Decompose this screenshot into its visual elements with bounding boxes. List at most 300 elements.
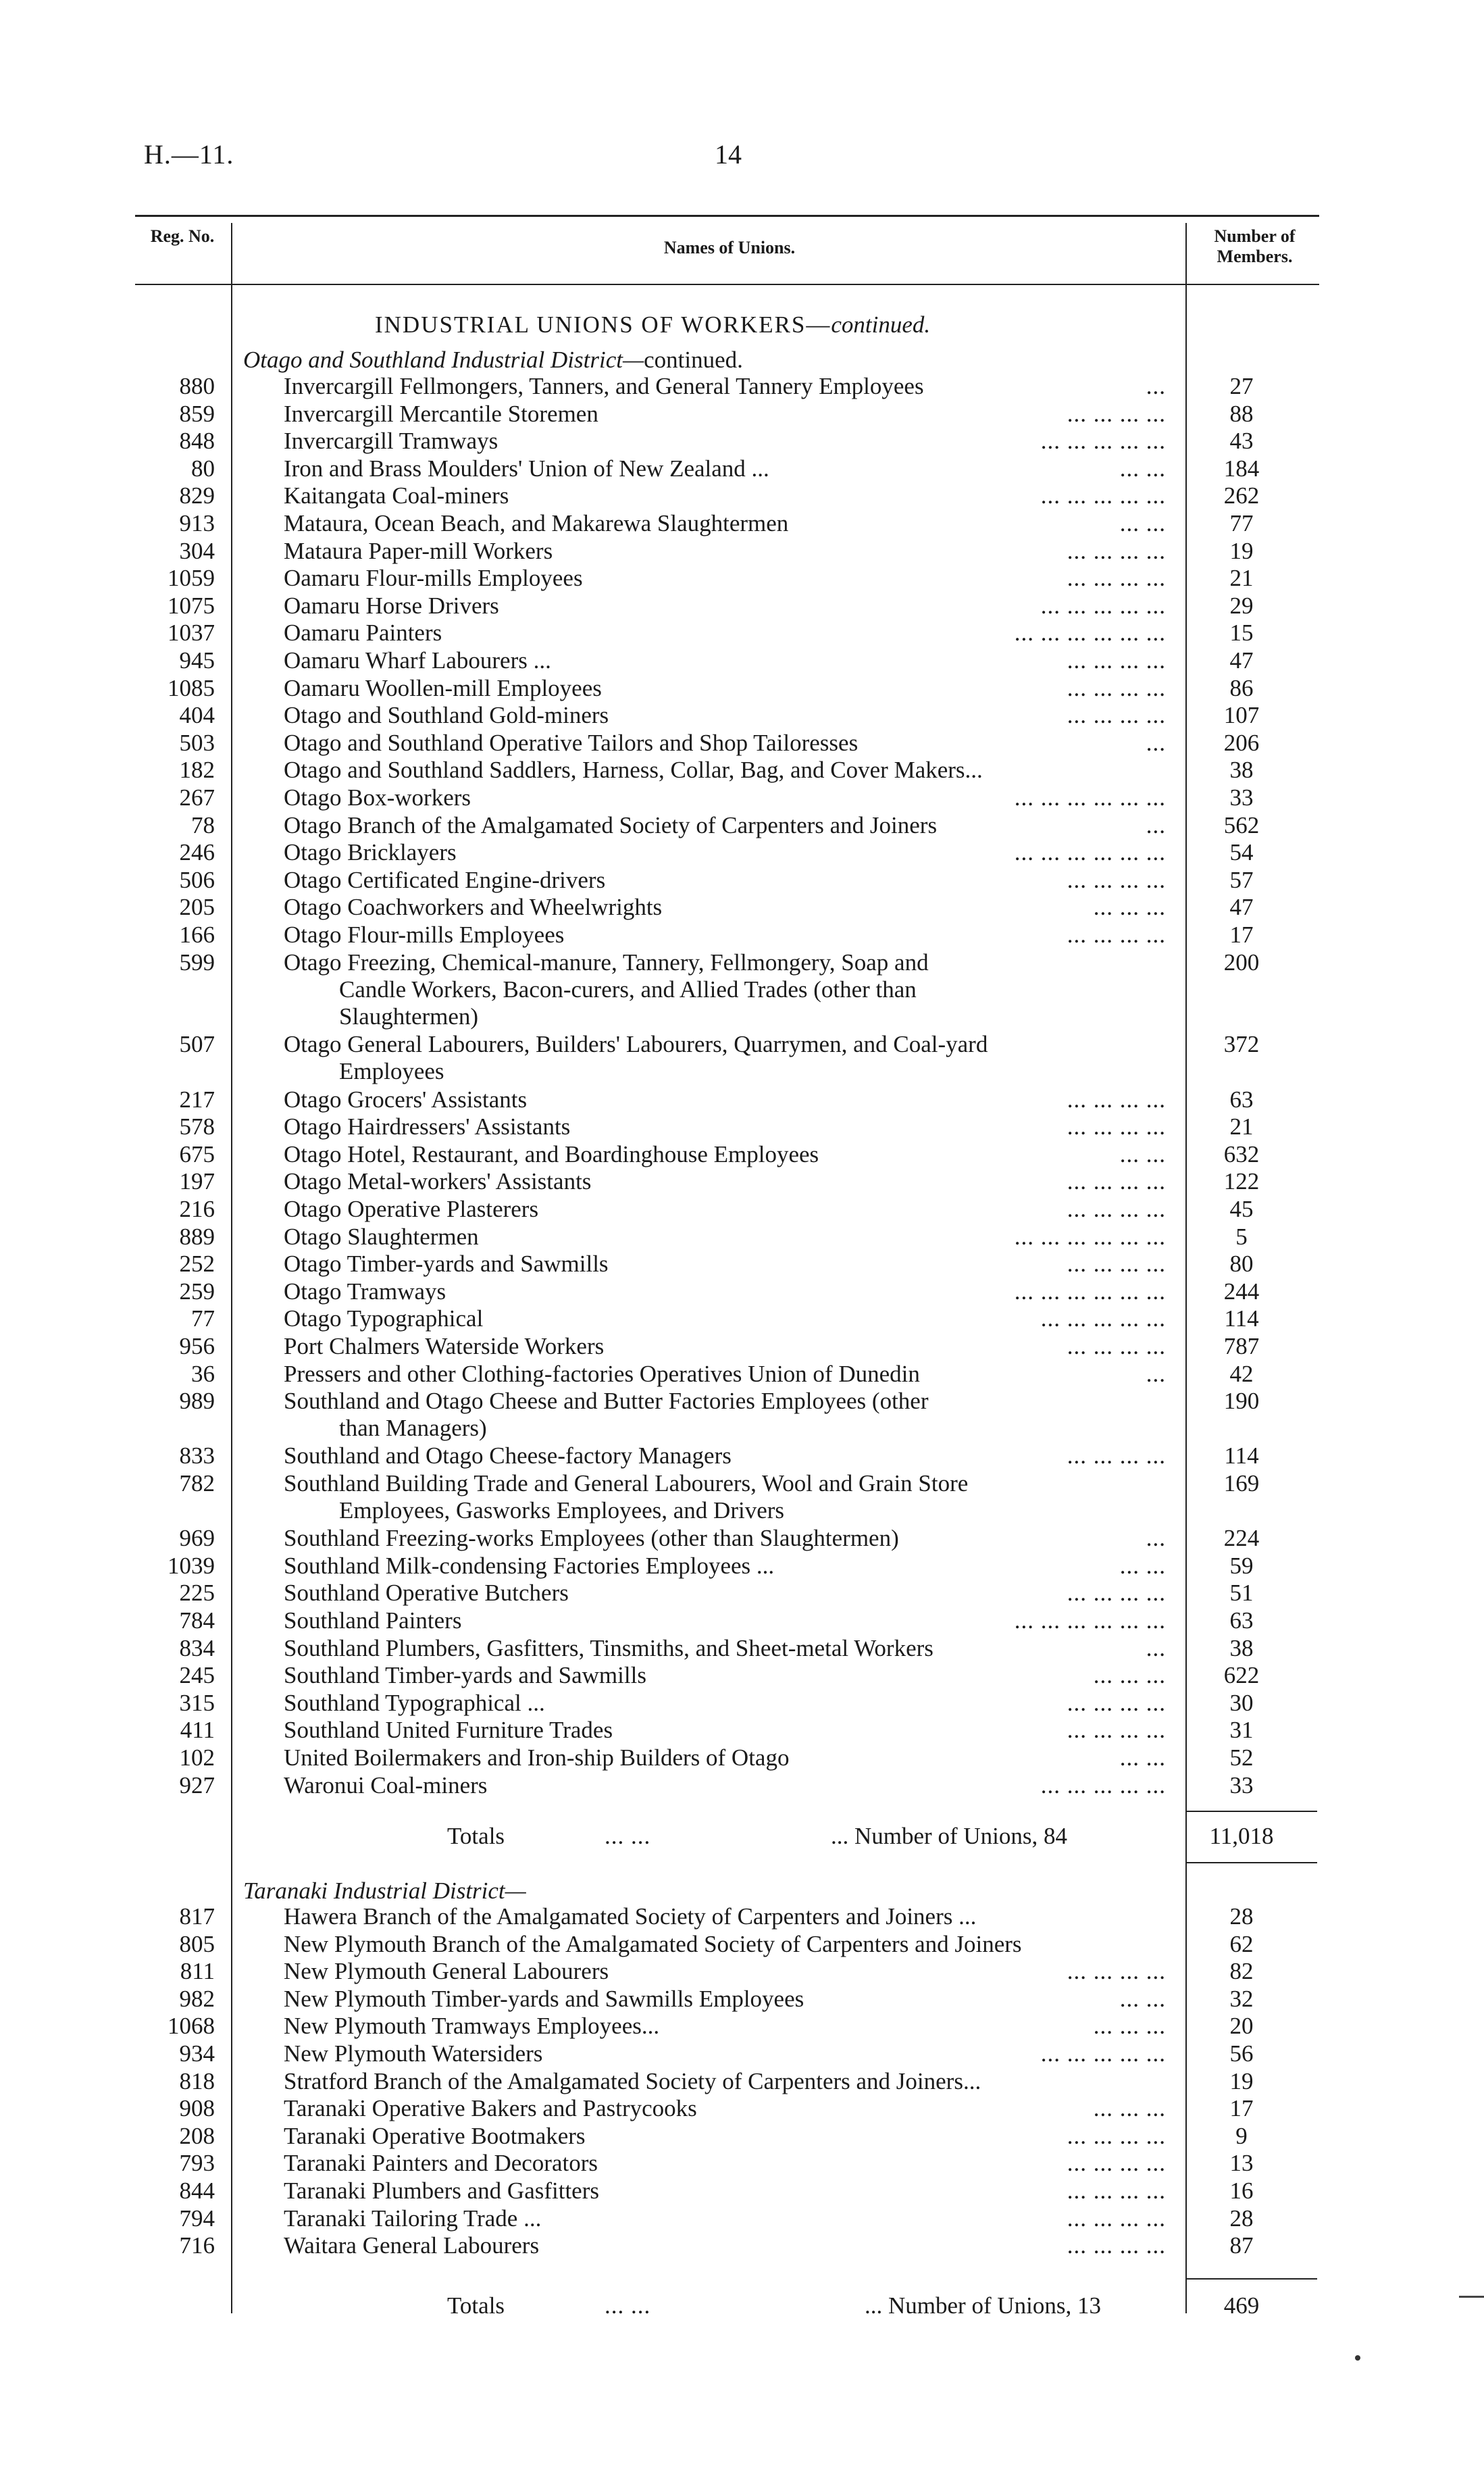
member-count: 28 <box>1229 2205 1254 2232</box>
union-name <box>284 2040 1174 2067</box>
leader-dots: ... ... <box>1119 1552 1166 1579</box>
union-name <box>284 1086 1174 1113</box>
reg-number: 507 <box>179 1031 215 1058</box>
union-name-text: Taranaki Operative Bakers and Pastrycooks <box>284 2095 697 2122</box>
union-name <box>284 1470 1174 1524</box>
union-name-text: Oamaru Painters <box>284 620 442 647</box>
reg-number: 945 <box>179 647 215 674</box>
leader-dots: ... ... ... ... ... <box>1040 1305 1166 1332</box>
union-name-text: Otago and Southland Saddlers, Harness, Collar, Bag, and Cover Makers... <box>284 757 983 784</box>
reg-number: 927 <box>179 1771 215 1798</box>
otago-totals-unions: ... Number of Unions, 84 <box>831 1823 1067 1849</box>
member-count: 33 <box>1229 1771 1254 1798</box>
union-name-text: Mataura Paper-mill Workers <box>284 537 553 564</box>
member-count: 47 <box>1229 894 1254 921</box>
member-count: 114 <box>1224 1305 1259 1332</box>
union-name <box>284 620 1174 647</box>
leader-dots: ... ... <box>1119 510 1166 536</box>
union-name-text: Otago Operative Plasterers <box>284 1196 539 1222</box>
leader-dots: ... ... ... ... <box>1067 674 1166 701</box>
leader-dots: ... ... ... ... <box>1067 1958 1166 1985</box>
union-name <box>284 1168 1174 1195</box>
union-name-text: Taranaki Operative Bootmakers <box>284 2122 586 2149</box>
union-name <box>284 867 1174 894</box>
leader-dots: ... ... <box>1119 1985 1166 2012</box>
leader-dots: ... ... ... ... <box>1067 1168 1166 1195</box>
leader-dots: ... ... ... <box>1093 2013 1166 2040</box>
union-name <box>284 2013 1174 2040</box>
section-heading-main: INDUSTRIAL UNIONS OF WORKERS— <box>375 311 831 338</box>
leader-dots: ... ... ... ... <box>1067 2205 1166 2232</box>
union-name-text: Otago Box-workers <box>284 784 471 811</box>
union-name <box>284 2123 1174 2150</box>
otago-district-continued: continued. <box>644 347 743 373</box>
reg-number: 989 <box>179 1388 215 1415</box>
otago-totals-rule-top <box>1185 1811 1317 1812</box>
leader-dots: ... <box>1146 729 1166 756</box>
union-name-text: New Plymouth General Labourers <box>284 1958 609 1985</box>
union-name <box>284 538 1174 565</box>
reg-number: 818 <box>179 2067 215 2094</box>
union-name <box>284 510 1174 537</box>
reg-number: 784 <box>179 1607 215 1634</box>
reg-number: 599 <box>179 949 215 976</box>
union-name-text: Otago Branch of the Amalgamated Society of Carpenters and Joiners <box>284 811 938 838</box>
reg-number: 245 <box>179 1662 215 1689</box>
member-count: 184 <box>1223 455 1260 482</box>
union-name-text: Pressers and other Clothing-factories Operatives Union of Dunedin <box>284 1360 920 1387</box>
union-name <box>284 949 1174 1030</box>
member-count: 59 <box>1229 1552 1254 1579</box>
union-name-text: Oamaru Flour-mills Employees <box>284 565 583 592</box>
union-name-text: Southland Painters <box>284 1607 462 1634</box>
member-count: 63 <box>1229 1086 1254 1113</box>
leader-dots: ... ... ... ... ... ... <box>1014 839 1166 866</box>
member-count: 52 <box>1229 1744 1254 1771</box>
taranaki-totals-rule-top <box>1185 2278 1317 2280</box>
reg-number: 411 <box>180 1717 215 1744</box>
union-name <box>284 1607 1174 1634</box>
member-count: 17 <box>1229 922 1254 948</box>
union-name <box>284 373 1174 400</box>
union-name-text: Invercargill Tramways <box>284 428 498 455</box>
leader-dots: ... ... ... ... <box>1067 1196 1166 1222</box>
union-name <box>284 2232 1174 2259</box>
member-count: 43 <box>1229 428 1254 455</box>
union-name <box>284 839 1174 866</box>
union-name <box>284 1305 1174 1332</box>
member-count: 169 <box>1223 1470 1260 1496</box>
member-count: 622 <box>1223 1662 1260 1689</box>
union-name-text: Waitara General Labourers <box>284 2232 540 2259</box>
union-name-text: Invercargill Fellmongers, Tanners, and General Tannery Employees <box>284 373 924 399</box>
reg-number: 817 <box>179 1903 215 1930</box>
leader-dots: ... ... ... ... ... <box>1040 2040 1166 2067</box>
reg-number: 880 <box>179 373 215 399</box>
reg-number: 225 <box>179 1580 215 1607</box>
member-count: 87 <box>1229 2232 1254 2259</box>
union-name-text: Southland Typographical ... <box>284 1689 545 1716</box>
taranaki-totals-unions: ... Number of Unions, 13 <box>865 2292 1101 2319</box>
reg-number: 252 <box>179 1251 215 1278</box>
union-name <box>284 1361 1174 1388</box>
otago-district-heading <box>243 347 743 374</box>
union-name <box>284 1388 1174 1442</box>
union-name-text: Port Chalmers Waterside Workers <box>284 1333 605 1359</box>
column-divider-right <box>1185 223 1187 2313</box>
leader-dots: ... ... ... ... ... <box>1040 428 1166 455</box>
union-name-text: Taranaki Painters and Decorators <box>284 2150 598 2177</box>
union-name-text: Mataura, Ocean Beach, and Makarewa Slaughtermen <box>284 510 789 536</box>
member-count: 200 <box>1223 949 1260 976</box>
union-name-text: Otago General Labourers, Builders' Labourers, Quarrymen, and Coal-yard <box>284 1031 988 1058</box>
union-name <box>284 401 1174 428</box>
member-count: 21 <box>1229 565 1254 592</box>
member-count: 27 <box>1229 373 1254 399</box>
leader-dots: ... ... ... ... ... <box>1040 482 1166 509</box>
union-name-text: Southland and Otago Cheese and Butter Factories Employees (other <box>284 1388 929 1415</box>
union-name <box>284 1224 1174 1251</box>
member-count: 38 <box>1229 1634 1254 1661</box>
leader-dots: ... ... ... ... ... ... <box>1014 784 1166 811</box>
reg-number: 166 <box>179 922 215 948</box>
reg-number: 578 <box>179 1113 215 1140</box>
member-count: 88 <box>1229 400 1254 427</box>
member-count: 19 <box>1229 537 1254 564</box>
union-name <box>284 730 1174 757</box>
union-name <box>284 1031 1174 1085</box>
union-name <box>284 1986 1174 2013</box>
union-name-text: Otago Typographical <box>284 1305 484 1332</box>
taranaki-totals-members: 469 <box>1223 2292 1260 2319</box>
union-name <box>284 647 1174 674</box>
reg-number: 956 <box>179 1333 215 1359</box>
member-count: 54 <box>1229 839 1254 866</box>
union-name <box>284 1278 1174 1305</box>
union-name <box>284 1251 1174 1278</box>
union-name <box>284 2150 1174 2177</box>
reg-number: 1068 <box>168 2013 215 2040</box>
union-name-text: Southland Operative Butchers <box>284 1580 569 1607</box>
union-name <box>284 482 1174 509</box>
leader-dots: ... ... <box>1119 455 1166 482</box>
member-count: 42 <box>1229 1360 1254 1387</box>
leader-dots: ... ... ... ... <box>1067 1580 1166 1607</box>
reg-number: 844 <box>179 2178 215 2204</box>
leader-dots: ... ... ... <box>1093 894 1166 921</box>
union-name <box>284 1690 1174 1717</box>
reg-number: 811 <box>180 1958 215 1985</box>
members-column-header: Number of Members. <box>1214 226 1296 266</box>
reg-number: 675 <box>179 1140 215 1167</box>
leader-dots: ... ... ... ... <box>1067 1333 1166 1359</box>
reg-number: 829 <box>179 482 215 509</box>
union-name-text: Otago Hairdressers' Assistants <box>284 1113 571 1140</box>
union-name-text: Invercargill Mercantile Storemen <box>284 400 598 427</box>
union-name <box>284 922 1174 949</box>
member-count: 57 <box>1229 866 1254 893</box>
union-name-text: Southland United Furniture Trades <box>284 1717 613 1744</box>
header-bottom-rule <box>135 284 1319 285</box>
leader-dots: ... ... ... ... <box>1067 922 1166 948</box>
member-count: 31 <box>1229 1717 1254 1744</box>
leader-dots: ... <box>1146 1525 1166 1552</box>
member-count: 262 <box>1223 482 1260 509</box>
member-count: 20 <box>1229 2013 1254 2040</box>
union-name-text: Otago Tramways <box>284 1278 446 1305</box>
section-heading-continued: continued. <box>831 311 931 338</box>
union-name-text: Otago Timber-yards and Sawmills <box>284 1251 609 1278</box>
member-count: 28 <box>1229 1903 1254 1930</box>
reg-number: 833 <box>179 1442 215 1469</box>
union-name <box>284 1141 1174 1168</box>
union-name <box>284 1580 1174 1607</box>
union-name-text: New Plymouth Branch of the Amalgamated Society of Carpenters and Joiners <box>284 1930 1022 1957</box>
member-count: 9 <box>1235 2122 1248 2149</box>
margin-mark <box>1459 2296 1484 2298</box>
reg-number: 80 <box>191 455 215 482</box>
taranaki-district-heading: Taranaki Industrial District— <box>243 1878 526 1904</box>
reg-number: 102 <box>179 1744 215 1771</box>
reg-number: 304 <box>179 537 215 564</box>
leader-dots: ... <box>1146 373 1166 399</box>
leader-dots: ... ... ... ... <box>1067 1689 1166 1716</box>
member-count: 32 <box>1229 1985 1254 2012</box>
reg-number: 889 <box>179 1223 215 1250</box>
member-count: 122 <box>1223 1168 1260 1195</box>
reg-number: 1075 <box>168 592 215 619</box>
member-count: 372 <box>1223 1031 1260 1058</box>
union-name-text: United Boilermakers and Iron-ship Builders of Otago <box>284 1744 790 1771</box>
leader-dots: ... ... ... ... <box>1067 537 1166 564</box>
reg-number: 969 <box>179 1525 215 1552</box>
reg-number: 1039 <box>168 1552 215 1579</box>
union-name-text: Oamaru Horse Drivers <box>284 592 499 619</box>
leader-dots: ... ... ... ... <box>1067 400 1166 427</box>
union-name-text: Stratford Branch of the Amalgamated Society of Carpenters and Joiners... <box>284 2067 981 2094</box>
union-name <box>284 1903 1174 1930</box>
reg-number: 503 <box>179 729 215 756</box>
reg-number: 1085 <box>168 674 215 701</box>
union-name <box>284 894 1174 921</box>
union-name-text: Southland Timber-yards and Sawmills <box>284 1662 646 1689</box>
taranaki-totals-label: Totals <box>447 2292 505 2319</box>
leader-dots: ... ... ... ... <box>1067 2150 1166 2177</box>
union-name <box>284 2205 1174 2232</box>
union-name-continuation: Candle Workers, Bacon-curers, and Allied Trades (other than <box>339 976 917 1003</box>
union-name <box>284 455 1174 482</box>
member-count: 562 <box>1223 811 1260 838</box>
union-name <box>284 812 1174 839</box>
leader-dots: ... ... ... ... ... ... <box>1014 620 1166 647</box>
leader-dots: ... <box>1146 811 1166 838</box>
member-count: 51 <box>1229 1580 1254 1607</box>
union-name-text: Waronui Coal-miners <box>284 1771 488 1798</box>
taranaki-totals-dots: ... ... <box>605 2292 651 2319</box>
member-count: 244 <box>1223 1278 1260 1305</box>
union-name-text: Southland Milk-condensing Factories Employees ... <box>284 1552 775 1579</box>
leader-dots: ... ... ... <box>1093 1662 1166 1689</box>
member-count: 77 <box>1229 510 1254 536</box>
union-name <box>284 702 1174 729</box>
union-name <box>284 1113 1174 1140</box>
union-name <box>284 565 1174 592</box>
reg-number: 716 <box>179 2232 215 2259</box>
union-name-text: Otago Freezing, Chemical-manure, Tannery, Fellmongery, Soap and <box>284 949 929 976</box>
union-name-continuation: Slaughtermen) <box>339 1003 479 1030</box>
member-count: 86 <box>1229 674 1254 701</box>
union-name <box>284 1635 1174 1662</box>
union-name-text: Otago Grocers' Assistants <box>284 1086 528 1113</box>
union-name <box>284 1333 1174 1360</box>
reg-number: 793 <box>179 2150 215 2177</box>
leader-dots: ... ... ... ... <box>1067 1086 1166 1113</box>
union-name <box>284 1553 1174 1580</box>
union-name-text: Kaitangata Coal-miners <box>284 482 509 509</box>
union-name-text: Southland Plumbers, Gasfitters, Tinsmiths, and Sheet-metal Workers <box>284 1634 933 1661</box>
member-count: 56 <box>1229 2040 1254 2067</box>
reg-number: 182 <box>179 757 215 784</box>
top-rule <box>135 215 1319 217</box>
union-name <box>284 1525 1174 1552</box>
section-heading <box>375 311 930 338</box>
document-reference: H.—11. <box>144 139 234 170</box>
member-count: 30 <box>1229 1689 1254 1716</box>
union-name-text: Otago and Southland Operative Tailors and Shop Tailoresses <box>284 729 859 756</box>
union-name-text: Oamaru Woollen-mill Employees <box>284 674 602 701</box>
member-count: 5 <box>1235 1223 1248 1250</box>
union-name-text: Southland Building Trade and General Labourers, Wool and Grain Store <box>284 1470 969 1496</box>
reg-number: 805 <box>179 1930 215 1957</box>
union-name-text: Southland Freezing-works Employees (other than Slaughtermen) <box>284 1525 899 1552</box>
otago-totals-rule-bottom <box>1185 1862 1317 1863</box>
union-name <box>284 784 1174 811</box>
leader-dots: ... ... ... <box>1093 2095 1166 2122</box>
union-name-continuation: Employees <box>339 1058 444 1085</box>
reg-number: 217 <box>179 1086 215 1113</box>
leader-dots: ... ... ... ... <box>1067 647 1166 674</box>
union-name-text: Otago and Southland Gold-miners <box>284 702 609 729</box>
reg-number: 859 <box>179 400 215 427</box>
reg-number: 205 <box>179 894 215 921</box>
member-count: 206 <box>1223 729 1260 756</box>
member-count: 21 <box>1229 1113 1254 1140</box>
leader-dots: ... ... <box>1119 1140 1166 1167</box>
reg-number: 216 <box>179 1196 215 1222</box>
reg-number: 246 <box>179 839 215 866</box>
union-name-text: Otago Hotel, Restaurant, and Boardinghouse Employees <box>284 1140 819 1167</box>
union-name-text: Otago Metal-workers' Assistants <box>284 1168 592 1195</box>
reg-number: 1059 <box>168 565 215 592</box>
union-name <box>284 2068 1174 2095</box>
reg-number: 506 <box>179 866 215 893</box>
union-name <box>284 1662 1174 1689</box>
member-count: 15 <box>1229 620 1254 647</box>
reg-number: 794 <box>179 2205 215 2232</box>
member-count: 62 <box>1229 1930 1254 1957</box>
union-name <box>284 1196 1174 1223</box>
union-name <box>284 1717 1174 1744</box>
union-name <box>284 428 1174 455</box>
leader-dots: ... ... ... ... ... ... <box>1014 1278 1166 1305</box>
member-count: 17 <box>1229 2095 1254 2122</box>
union-name-text: Hawera Branch of the Amalgamated Society of Carpenters and Joiners ... <box>284 1903 977 1930</box>
union-name-text: Otago Coachworkers and Wheelwrights <box>284 894 663 921</box>
union-name <box>284 1931 1174 1958</box>
leader-dots: ... ... ... ... <box>1067 1251 1166 1278</box>
union-name-text: New Plymouth Tramways Employees... <box>284 2013 660 2040</box>
union-name-continuation: Employees, Gasworks Employees, and Drivers <box>339 1497 785 1524</box>
leader-dots: ... ... <box>1119 1744 1166 1771</box>
reg-number: 913 <box>179 510 215 536</box>
leader-dots: ... <box>1146 1360 1166 1387</box>
union-name-text: Otago Slaughtermen <box>284 1223 479 1250</box>
union-name-text: Otago Certificated Engine-drivers <box>284 866 606 893</box>
union-name-text: Oamaru Wharf Labourers ... <box>284 647 551 674</box>
leader-dots: ... ... ... ... <box>1067 2178 1166 2204</box>
otago-totals-members: 11,018 <box>1209 1823 1274 1849</box>
reg-number: 908 <box>179 2095 215 2122</box>
reg-number: 208 <box>179 2122 215 2149</box>
leader-dots: ... ... ... ... ... <box>1040 592 1166 619</box>
union-name-text: Otago Bricklayers <box>284 839 457 866</box>
leader-dots: ... <box>1146 1634 1166 1661</box>
member-count: 787 <box>1223 1333 1260 1359</box>
page-number: 14 <box>715 139 742 170</box>
otago-totals-label: Totals <box>447 1823 505 1849</box>
member-count: 29 <box>1229 592 1254 619</box>
leader-dots: ... ... ... ... <box>1067 702 1166 729</box>
member-count: 38 <box>1229 757 1254 784</box>
union-name <box>284 675 1174 702</box>
member-count: 16 <box>1229 2178 1254 2204</box>
reg-number: 259 <box>179 1278 215 1305</box>
reg-number: 782 <box>179 1470 215 1496</box>
union-name-text: New Plymouth Timber-yards and Sawmills Employees <box>284 1985 804 2012</box>
reg-number: 78 <box>191 811 215 838</box>
union-name-text: Taranaki Plumbers and Gasfitters <box>284 2178 599 2204</box>
member-count: 224 <box>1223 1525 1260 1552</box>
member-count: 45 <box>1229 1196 1254 1222</box>
member-count: 190 <box>1223 1388 1260 1415</box>
member-count: 114 <box>1224 1442 1259 1469</box>
member-count: 82 <box>1229 1958 1254 1985</box>
union-name <box>284 757 1174 784</box>
leader-dots: ... ... ... ... <box>1067 1113 1166 1140</box>
reg-number: 1037 <box>168 620 215 647</box>
reg-number: 934 <box>179 2040 215 2067</box>
member-count: 13 <box>1229 2150 1254 2177</box>
reg-number: 197 <box>179 1168 215 1195</box>
leader-dots: ... ... ... ... ... ... <box>1014 1223 1166 1250</box>
reg-number: 36 <box>191 1360 215 1387</box>
union-name <box>284 1772 1174 1799</box>
member-count: 47 <box>1229 647 1254 674</box>
column-divider-left <box>231 223 232 2313</box>
member-count: 632 <box>1223 1140 1260 1167</box>
union-name <box>284 1442 1174 1469</box>
member-count: 107 <box>1223 702 1260 729</box>
leader-dots: ... ... ... ... <box>1067 1717 1166 1744</box>
leader-dots: ... ... ... ... <box>1067 1442 1166 1469</box>
union-name-continuation: than Managers) <box>339 1415 487 1442</box>
otago-district-title: Otago and Southland Industrial District— <box>243 347 644 373</box>
union-name-text: Taranaki Tailoring Trade ... <box>284 2205 542 2232</box>
leader-dots: ... ... ... ... ... ... <box>1014 1607 1166 1634</box>
leader-dots: ... ... ... ... <box>1067 2232 1166 2259</box>
otago-totals-dots: ... ... <box>605 1823 651 1849</box>
member-count: 80 <box>1229 1251 1254 1278</box>
